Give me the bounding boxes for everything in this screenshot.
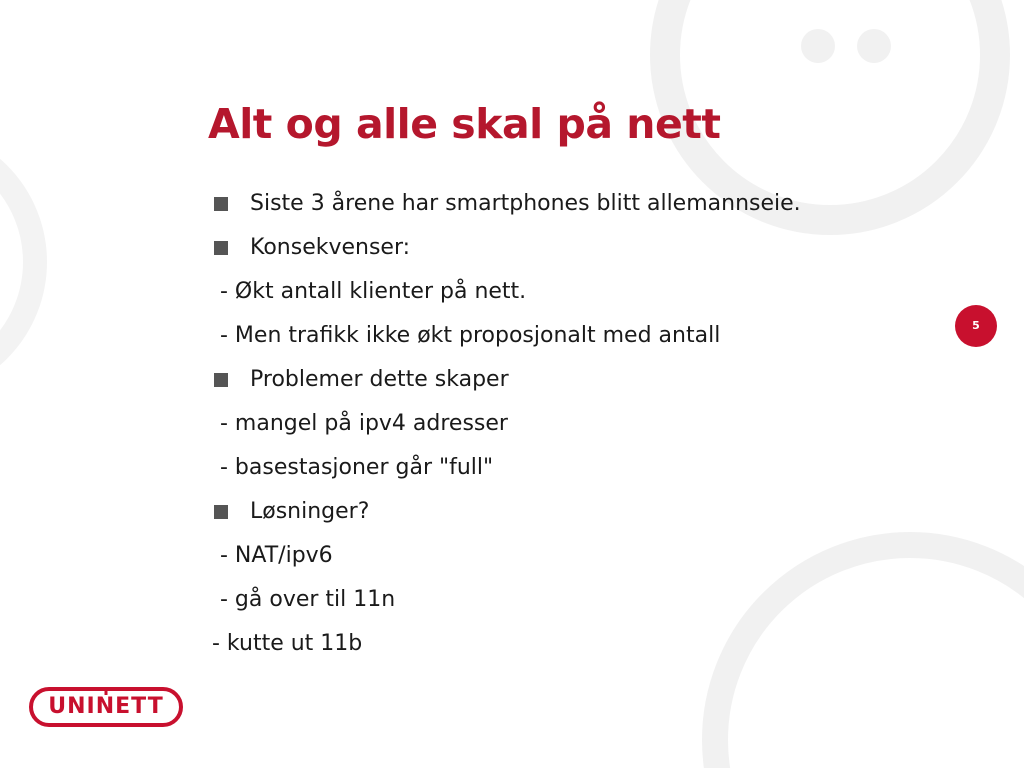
sub-text: - mangel på ipv4 adresser bbox=[220, 411, 508, 436]
sub-line bbox=[212, 446, 801, 490]
bullet-text: Problemer dette skaper bbox=[250, 367, 509, 392]
square-bullet-icon bbox=[214, 197, 228, 211]
outer-line bbox=[212, 622, 801, 666]
bullet-line bbox=[212, 226, 801, 270]
bullet-line bbox=[212, 358, 801, 402]
decor-ring-left bbox=[0, 137, 35, 387]
sub-text: - gå over til 11n bbox=[220, 587, 396, 612]
sub-text: - basestasjoner går "full" bbox=[220, 455, 494, 480]
bullet-line bbox=[212, 182, 801, 226]
sub-text: - NAT/ipv6 bbox=[220, 543, 333, 568]
bullet-line bbox=[212, 490, 801, 534]
sub-line bbox=[212, 402, 801, 446]
bullet-text: Løsninger? bbox=[250, 499, 370, 524]
decor-dot-left bbox=[801, 29, 835, 63]
square-bullet-icon bbox=[214, 505, 228, 519]
page-number-badge: 5 bbox=[955, 305, 997, 347]
slide-body bbox=[212, 182, 801, 666]
slide-title: Alt og alle skal på nett bbox=[208, 100, 721, 148]
uninett-logo-text: UNINETT bbox=[48, 694, 164, 719]
decor-dot-right bbox=[857, 29, 891, 63]
bullet-text: Konsekvenser: bbox=[250, 235, 411, 260]
sub-text: - Men trafikk ikke økt proposjonalt med antall bbox=[220, 323, 721, 348]
bullet-text: Siste 3 årene har smartphones blitt allemannseie. bbox=[250, 191, 801, 216]
square-bullet-icon bbox=[214, 373, 228, 387]
square-bullet-icon bbox=[214, 241, 228, 255]
outer-text: - kutte ut 11b bbox=[212, 631, 363, 656]
sub-line bbox=[212, 578, 801, 622]
sub-line bbox=[212, 270, 801, 314]
sub-line bbox=[212, 534, 801, 578]
sub-line bbox=[212, 314, 801, 358]
sub-text: - Økt antall klienter på nett. bbox=[220, 279, 527, 304]
